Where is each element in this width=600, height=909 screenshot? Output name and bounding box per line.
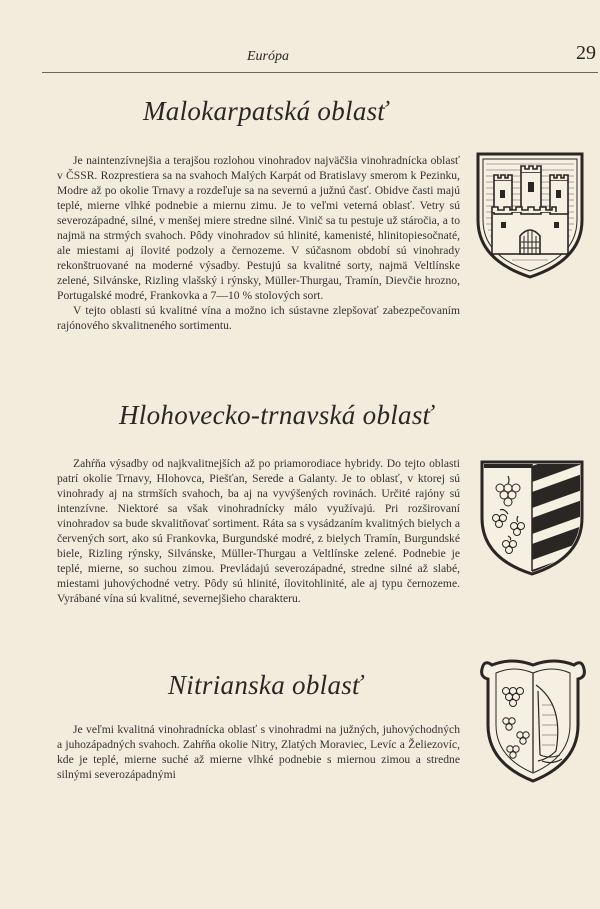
paragraph: Je naintenzívnejšia a terajšou rozlohou vinohradov najväčšia vinohradnícka oblasť v ČSSR. Rozprestiera sa na svahoch Malých Karpát od Bratislavy smerom k Pezinku, Modre až po okolie Trnavy a rozdeľuje sa na severnú a južnú časť. Obidve časti majú teplé, mierne vlhké podnebie a miernu zimu. Je to veľmi veterná oblasť. Vetry sú severozápadné, silné, v menšej miere stredne silné. Vinič sa tu pestuje už stáročia, a to najmä na strmých svahoch. Pôdy vinohradov sú hlinité, kamenisté, hlinitopiesočnaté, ale miestami aj ílovité podzoly a černozeme. V súčasnom období sú vinohrady rekonštruované na moderné výsadby. Pestujú sa kvalitné sorty, najmä Veltlínske zelené, Silvánske, Rizling vlašský i rýnsky, Müller-Thurgau, Tramín, Dievčie hrozno, Portugalské modré, Frankovka a 7—10 % stolových sort.	[57, 154, 460, 302]
section-heading-nitrianska: Nitrianska oblasť	[168, 670, 363, 700]
section-body-malokarpatska	[57, 153, 460, 333]
section-body-nitrianska	[57, 722, 460, 782]
paragraph: Je veľmi kvalitná vinohradnícka oblasť s vinohradmi na južných, juhovýchodných a juhozápadných svahoch. Zahŕňa okolie Nitry, Zlatých Moraviec, Levíc a Želiezovíc, kde je teplé, mierne suché až mierne vlhké podnebie s miernou zimou a stredne silnými severozápadnými	[57, 723, 460, 781]
paragraph: V tejto oblasti sú kvalitné vína a možno ich sústavne zlepšovať zabezpečovaním rajónového skvalitneného sortimentu.	[57, 304, 460, 332]
castle-crest-icon	[474, 150, 586, 280]
section-heading-malokarpatska: Malokarpatská oblasť	[143, 96, 388, 126]
running-title: Európa	[247, 49, 289, 64]
grape-sail-crest-icon	[478, 655, 588, 785]
grape-stripes-crest-icon	[478, 458, 586, 576]
section-body-hlohovecko-trnavska	[57, 456, 460, 606]
page-number: 29	[576, 42, 596, 64]
paragraph: Zahŕňa výsadby od najkvalitnejších až po priamorodiace hybridy. Do tejto oblasti patrí okolie Trnavy, Hlohovca, Piešťan, Serede a Galanty. Je to oblasť, v ktorej sú vinohrady aj na strmších svahoch, ba aj na vyvýšených rovinách. Určité rajóny sú intenzívne. Niektoré sa však vinohradnícky málo využívajú. Pri rozširovaní vinohradov sa bude skvalitňovať sortiment. Ráta sa s vysádzaním kvalitných bielych a červených sort, ako sú Frankovka, Burgundské modré, z bielych Tramín, Burgundské biele, Rizling rýnsky, Silvánske, Müller-Thurgau a Veltlínske zelené. Podnebie je teplé, mierne, so suchou zimou. Prevládajú severozápadné, stredne silné až slabé, miestami juhovýchodné vetry. Pôdy sú hlinité, ílovitohlinité, ale aj typu černozeme. Vyrábané vína sú kvalitné, severnejšieho charakteru.	[57, 457, 460, 605]
running-header	[42, 42, 598, 73]
section-heading-hlohovecko-trnavska: Hlohovecko-trnavská oblasť	[119, 400, 433, 430]
